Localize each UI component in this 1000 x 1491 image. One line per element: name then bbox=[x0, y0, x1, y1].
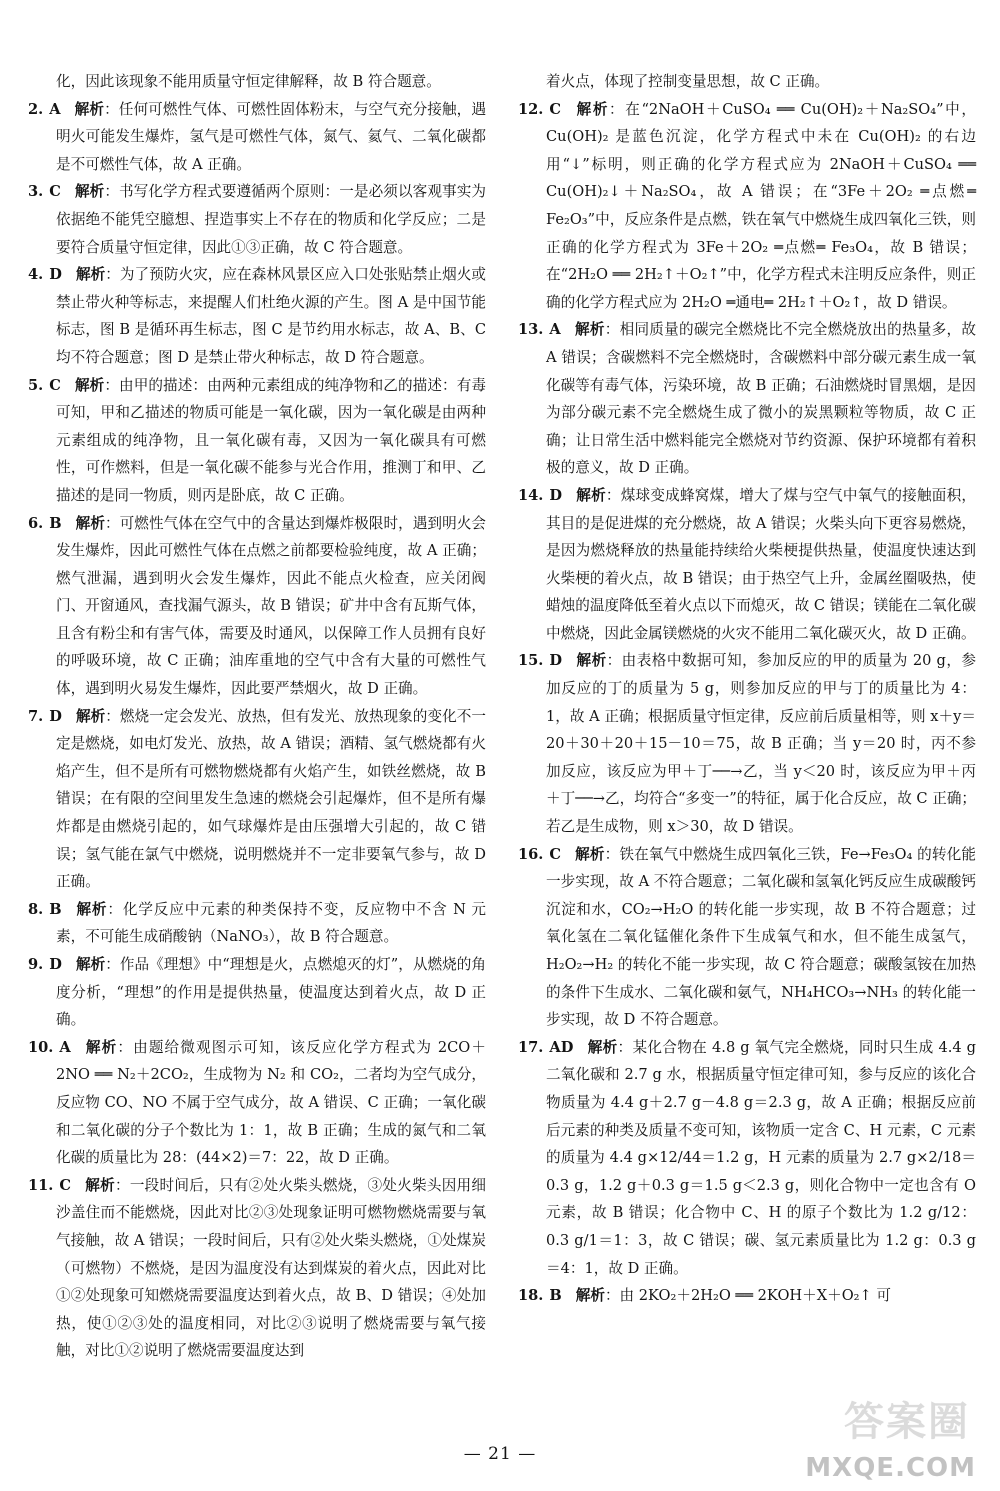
question-number: 18. bbox=[518, 1287, 544, 1305]
explanation-text: ：某化合物在 4.8 g 氧气完全燃烧，同时只生成 4.4 g 二氧化碳和 2.7 g 水，根据质量守恒定律可知，参与反应的该化合物质量为 4.4 g＋2.7 g－4.8 g＝2.3 g，故 A 正确；根据反应前后元素的种类及质量不变可知，该物质一定含 C、H 元素，C 元素的质量为 4.4 g×12/44＝1.2 g，H 元素的质量为 2.7 g×2/18＝0.3 g，1.2 g＋0.3 g＝1.5 g＜2.3 g，则化合物中一定也含有 O 元素，故 B 错误；化合物中 C、H 的原子个数比为 1.2 g/12：0.3 g/1＝1：3，故 C 错误；碳、氢元素质量比为 1.2 g：0.3 g＝4：1，故 D 正确。 bbox=[546, 1038, 976, 1277]
analysis-label: 解析 bbox=[75, 266, 106, 284]
question-number: 10. bbox=[28, 1038, 54, 1056]
answer-item bbox=[28, 896, 486, 951]
question-number: 5. bbox=[28, 376, 44, 394]
explanation-text: ：一段时间后，只有②处火柴头燃烧，③处火柴头因用细沙盖住而不能燃烧，因此对比②③处现象证明可燃物燃烧需要与氧气接触，故 A 错误；一段时间后，只有②处火柴头燃烧，①处煤炭（可燃物）不燃烧，是因为温度没有达到煤炭的着火点，因此对比①②处现象可知燃烧需要温度达到着火点，故 B、D 错误；④处加热，使①②③处的温度相同，对比②③说明了燃烧需要与氧气接触，对比①②说明了燃烧需要温度达到 bbox=[56, 1176, 486, 1360]
analysis-label: 解析 bbox=[575, 1287, 605, 1305]
question-number: 6. bbox=[28, 514, 44, 532]
answer-item bbox=[518, 647, 976, 840]
explanation-text: ：相同质量的碳完全燃烧比不完全燃烧放出的热量多，故 A 错误；含碳燃料不完全燃烧时，含碳燃料中部分碳元素生成一氧化碳等有毒气体，污染环境，故 B 正确；石油燃烧时冒黑烟，是因为部分碳元素不完全燃烧生成了微小的炭黑颗粒等物质，故 C 正确；让日常生活中燃料能完全燃烧对节约资源、保护环境都有着积极的意义，故 D 正确。 bbox=[546, 321, 976, 477]
explanation-text: ：可燃性气体在空气中的含量达到爆炸极限时，遇到明火会发生爆炸，因此可燃性气体在点燃之前都要检验纯度，故 A 正确；燃气泄漏，遇到明火会发生爆炸，因此不能点火检查，应关闭阀门、开窗通风，查找漏气源头，故 B 错误；矿井中含有瓦斯气体，且含有粉尘和有害气体，需要及时通风，以保障工作人员拥有良好的呼吸环境，故 C 正确；油库重地的空气中含有大量的可燃性气体，遇到明火易发生爆炸，因此要严禁烟火，故 D 正确。 bbox=[56, 514, 486, 698]
answer-item bbox=[28, 951, 486, 1034]
answer-letter: D bbox=[49, 956, 62, 973]
answer-item bbox=[28, 1034, 486, 1172]
answer-letter: A bbox=[49, 100, 61, 118]
question-number: 2. bbox=[28, 100, 44, 118]
answer-page bbox=[28, 68, 976, 1428]
answer-item bbox=[28, 261, 486, 371]
answer-item bbox=[518, 1034, 976, 1282]
analysis-label: 解析 bbox=[74, 100, 105, 118]
answer-letter: C bbox=[49, 183, 61, 201]
analysis-label: 解析 bbox=[75, 707, 106, 725]
explanation-text: ：在“2NaOH＋CuSO₄ ══ Cu(OH)₂＋Na₂SO₄”中，Cu(OH)₂ 是蓝色沉淀，化学方程式中未在 Cu(OH)₂ 的右边用“↓”标明，则正确的化学方程式应为 2NaOH＋CuSO₄ ══ Cu(OH)₂↓＋Na₂SO₄，故 A 错误；在“3Fe＋2O₂ ═点燃═ Fe₂O₃”中，反应条件是点燃，铁在氧气中燃烧生成四氧化三铁，则正确的化学方程式为 3Fe＋2O₂ ═点燃═ Fe₃O₄，故 B 错误；在“2H₂O ══ 2H₂↑＋O₂↑”中，化学方程式未注明反应条件，则正确的化学方程式应为 2H₂O ═通电═ 2H₂↑＋O₂↑，故 D 错误。 bbox=[546, 100, 976, 311]
answer-item bbox=[28, 178, 486, 261]
question-number: 8. bbox=[28, 900, 44, 918]
question-number: 12. bbox=[518, 100, 544, 118]
question-number: 13. bbox=[518, 321, 544, 339]
answer-item bbox=[518, 316, 976, 482]
question-number: 7. bbox=[28, 707, 44, 725]
answer-item bbox=[518, 68, 976, 96]
watermark-logo: 答案圈 bbox=[844, 1399, 970, 1445]
answer-letter: C bbox=[59, 1176, 72, 1194]
left-column bbox=[28, 68, 486, 1428]
analysis-label: 解析 bbox=[576, 486, 606, 504]
analysis-label: 解析 bbox=[576, 652, 607, 670]
answer-letter: D bbox=[49, 707, 62, 725]
analysis-label: 解析 bbox=[74, 183, 105, 201]
answer-letter: D bbox=[549, 486, 563, 504]
explanation-text: ：为了预防火灾，应在森林风景区应入口处张贴禁止烟火或禁止带火种等标志，来提醒人们杜绝火源的产生。图 A 是中国节能标志，图 B 是循环再生标志，图 C 是节约用水标志，故 A、B、C 均不符合题意；图 D 是禁止带火种标志，故 D 符合题意。 bbox=[56, 266, 486, 366]
analysis-label: 解析 bbox=[74, 376, 105, 394]
answer-item bbox=[518, 841, 976, 1034]
analysis-label: 解析 bbox=[75, 514, 105, 532]
analysis-label: 解析 bbox=[85, 1176, 115, 1194]
analysis-label: 解析 bbox=[587, 1038, 618, 1056]
explanation-text: ：由甲的描述：由两种元素组成的纯净物和乙的描述：有毒可知，甲和乙描述的物质可能是一氧化碳，因为一氧化碳是由两种元素组成的纯净物，且一氧化碳有毒，又因为一氧化碳具有可燃性，可作燃料，但是一氧化碳不能参与光合作用，推测丁和甲、乙描述的是同一物质，则丙是卧底，故 C 正确。 bbox=[56, 376, 486, 504]
explanation-text: ：由表格中数据可知，参加反应的甲的质量为 20 g，参加反应的丁的质量为 5 g，则参加反应的甲与丁的质量比为 4：1，故 A 正确；根据质量守恒定律，反应前后质量相等，则 x＋y＝20＋30＋20＋15－10＝75，故 B 正确；当 y＝20 时，丙不参加反应，该反应为甲＋丁──→乙，当 y＜20 时，该反应为甲＋丙＋丁──→乙，均符合“多变一”的特征，属于化合反应，故 C 正确；若乙是生成物，则 x＞30，故 D 错误。 bbox=[546, 652, 977, 836]
explanation-text: ：书写化学方程式要遵循两个原则：一是必须以客观事实为依据绝不能凭空臆想、捏造事实上不存在的物质和化学反应；二是要符合质量守恒定律，因此①③正确，故 C 符合题意。 bbox=[56, 183, 486, 256]
question-number: 14. bbox=[518, 486, 544, 504]
explanation-text: ：任何可燃性气体、可燃性固体粉末，与空气充分接触，遇明火可能发生爆炸，氢气是可燃性气体，氮气、氦气、二氧化碳都是不可燃性气体，故 A 正确。 bbox=[56, 100, 486, 173]
analysis-label: 解析 bbox=[574, 321, 605, 339]
question-number: 16. bbox=[518, 845, 544, 863]
explanation-text: ：煤球变成蜂窝煤，增大了煤与空气中氧气的接触面积，其目的是促进煤的充分燃烧，故 A 错误；火柴头向下更容易燃烧，是因为燃烧释放的热量能持续给火柴梗提供热量，使温度快速达到火柴梗的着火点，故 B 错误；由于热空气上升，金属丝圈吸热，使蜡烛的温度降低至着火点以下而熄灭，故 C 错误；镁能在二氧化碳中燃烧，因此金属镁燃烧的火灾不能用二氧化碳灭火，故 D 正确。 bbox=[546, 486, 976, 642]
question-number: 17. bbox=[518, 1038, 544, 1056]
answer-item bbox=[28, 510, 486, 703]
explanation-text: ：铁在氧气中燃烧生成四氧化三铁，Fe→Fe₃O₄ 的转化能一步实现，故 A 不符合题意；二氧化碳和氢氧化钙反应生成碳酸钙沉淀和水，CO₂→H₂O 的转化能一步实现，故 B 不符合题意；过氧化氢在二氧化锰催化条件下生成氧气和水，但不能生成氢气，H₂O₂→H₂ 的转化不能一步实现，故 C 符合题意；碳酸氢铵在加热的条件下生成水、二氧化碳和氨气，NH₄HCO₃→NH₃ 的转化能一步实现，故 D 不符合题意。 bbox=[546, 845, 976, 1029]
answer-item bbox=[28, 1172, 486, 1365]
answer-item bbox=[28, 372, 486, 510]
answer-letter: A bbox=[549, 321, 561, 339]
watermark-site: MXQE.COM bbox=[805, 1453, 976, 1483]
answer-item bbox=[28, 96, 486, 179]
analysis-label: 解析 bbox=[84, 1038, 118, 1056]
answer-letter: B bbox=[49, 514, 62, 532]
question-number: 11. bbox=[28, 1176, 54, 1194]
explanation-text: ：化学反应中元素的种类保持不变，反应物中不含 N 元素，不可能生成硝酸钠（NaNO₃），故 B 符合题意。 bbox=[56, 900, 486, 946]
answer-letter: A bbox=[59, 1038, 71, 1056]
analysis-label: 解析 bbox=[75, 900, 108, 918]
answer-letter: AD bbox=[549, 1038, 574, 1056]
question-number: 15. bbox=[518, 652, 544, 670]
right-column bbox=[518, 68, 976, 1428]
page-number: — 21 — bbox=[463, 1444, 537, 1464]
answer-letter: C bbox=[549, 845, 562, 863]
answer-letter: B bbox=[49, 900, 62, 918]
analysis-label: 解析 bbox=[575, 845, 605, 863]
answer-letter: D bbox=[549, 652, 563, 670]
explanation-text: 化，因此该现象不能用质量守恒定律解释，故 B 符合题意。 bbox=[56, 73, 441, 90]
answer-letter: C bbox=[49, 376, 61, 394]
explanation-text: 着火点，体现了控制变量思想，故 C 正确。 bbox=[546, 73, 830, 90]
explanation-text: ：由 2KO₂＋2H₂O ══ 2KOH＋X＋O₂↑ 可 bbox=[604, 1287, 891, 1305]
analysis-label: 解析 bbox=[575, 100, 610, 118]
explanation-text: ：作品《理想》中“理想是火，点燃熄灭的灯”，从燃烧的角度分析，“理想”的作用是提供热量，使温度达到着火点，故 D 正确。 bbox=[56, 956, 486, 1029]
answer-item bbox=[28, 68, 486, 96]
answer-item bbox=[28, 703, 486, 896]
question-number: 3. bbox=[28, 183, 44, 201]
answer-letter: C bbox=[549, 100, 562, 118]
answer-item bbox=[518, 1282, 976, 1310]
answer-item bbox=[518, 482, 976, 648]
analysis-label: 解析 bbox=[75, 956, 106, 973]
answer-letter: B bbox=[549, 1287, 562, 1305]
question-number: 9. bbox=[28, 956, 44, 973]
answer-letter: D bbox=[49, 266, 62, 284]
explanation-text: ：由题给微观图示可知，该反应化学方程式为 2CO＋2NO ══ N₂＋2CO₂，生成物为 N₂ 和 CO₂，二者均为空气成分，反应物 CO、NO 不属于空气成分，故 A 错误、C 正确；一氧化碳和二氧化碳的分子个数比为 1：1，故 B 正确；生成的氮气和二氧化碳的质量比为 28：(44×2)＝7：22，故 D 正确。 bbox=[56, 1038, 486, 1167]
question-number: 4. bbox=[28, 266, 44, 284]
answer-item bbox=[518, 96, 976, 317]
explanation-text: ：燃烧一定会发光、放热，但有发光、放热现象的变化不一定是燃烧，如电灯发光、放热，故 A 错误；酒精、氢气燃烧都有火焰产生，但不是所有可燃物燃烧都有火焰产生，如铁丝燃烧，故 B 错误；在有限的空间里发生急速的燃烧会引起爆炸，但不是所有爆炸都是由燃烧引起的，如气球爆炸是由压强增大引起的，故 C 错误；氢气能在氯气中燃烧，说明燃烧并不一定非要氧气参与，故 D 正确。 bbox=[56, 707, 486, 891]
